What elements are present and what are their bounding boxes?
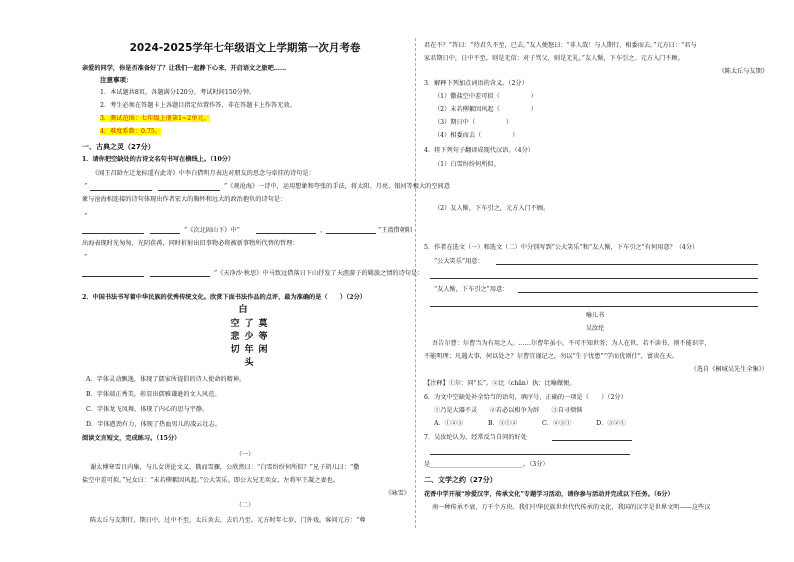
q3-item-2[interactable]: （2）未若柳絮因风起（ ） [434,106,537,113]
option-b[interactable]: B．字体端正秀美，彰显出儒雅谦逊的文人风范。 [86,391,221,398]
note-item-3 [100,115,210,123]
question-3: 3．解释下列加点词语的含义。（2分） [424,80,528,87]
note-item-4-text: 4．难度系数：0.75。 [100,128,162,135]
q5-answer-line-1[interactable] [496,264,758,265]
passage-2-source: 《陈太丘与友期》 [718,68,768,75]
reading-instruction: 阅读文言短文，完成练习。（15分） [82,435,181,442]
right-column [422,0,772,562]
q1-blank-1[interactable] [90,190,152,191]
passage-3-source: （选自《桐城吴先生全集》） [690,366,768,373]
q1-blank-8[interactable] [150,276,210,277]
q6-choices[interactable]: A．①②③ B．③①② C．②③① D．③②① [434,420,626,427]
q1-prompt-3b: ”王湾借朝阳 [378,227,413,234]
q5-answer-line-4[interactable] [430,306,758,307]
passage-2-line-2: 君在不？”答曰：“待君久不至，已去。”友人便怒曰：“非人哉！与人期行，相委而去。”元方曰：“君与 [424,42,697,49]
left-column [80,0,450,562]
calligraphy-char: 少 [244,332,254,342]
q1-blank-5[interactable] [256,233,316,234]
passage-1-label: （一） [235,451,255,458]
calligraphy-char: 空 [230,319,240,329]
option-c[interactable]: C．字体龙飞凤舞，体现了内心的思与宇静。 [86,406,209,413]
activity-instruction: 花香中学开展“珍爱汉字，传承文化”专题学习活动，请你参与活动并完成以下任务。（6分） [424,491,674,498]
q5-item-2: “友人惭，下车引之”用意： [434,286,509,293]
section-1-title: 一、古典之灵（27分） [82,143,155,151]
passage-2-line-3: 家君期日中，日中不至，则是无信；对子骂父，则是无礼。”友人惭，下车引之。元方入门不顾。 [424,55,684,62]
note-item-4 [100,128,161,136]
passage-2-label: （二） [235,502,255,509]
q1-blank-3[interactable] [82,233,144,234]
calligraphy-char: 等 [258,332,268,342]
note-item-1: 1．本试题共8页，各题满分120分，考试时间150分钟。 [100,89,256,96]
q5-answer-line-3[interactable] [518,292,758,293]
calligraphy-char: 头 [244,358,254,368]
calligraphy-char: 悲 [230,332,240,342]
calligraphy-char: 白 [238,305,248,315]
note-item-3-text: 3．测试范围：七年级上册第1~2单元。 [100,115,210,122]
q3-item-1[interactable]: （1）撒盐空中差可拟（ ） [434,93,537,100]
q1-blank-4[interactable] [150,233,180,234]
passage-3-author: 吴汝纶 [585,325,605,332]
passage-1-source: 《咏雪》 [385,490,410,497]
q1-prompt-4: 出海表现时光匆匆，光阴荏苒，同时折射出旧事物必将被新事物所代替的哲理： [82,240,299,247]
passage-2-line-1: 陈太丘与友期行，期日中，过中不至，太丘舍去，去后乃至。元方时年七岁，门外戏。客问元方：“尊 [90,517,366,524]
q3-item-4[interactable]: （4）相委而去（ ） [434,132,519,139]
calligraphy-char: 年 [244,345,254,355]
exam-title: 2024-2025学年七年级语文上学期第一次月考卷 [129,42,361,54]
q1-prompt-3a: ”《次北固山下》中“ [184,227,240,234]
q1-connector: ， [320,227,327,234]
q4-item-2: （2）友人惭，下车引之，元方入门不顾。 [434,205,550,212]
annotation-note: 【注释】①尔：同“长”。②比（chǎn）执：比喻做便。 [424,380,576,387]
q1-prompt-2a: ”《观沧海》一诗中，运用想象和夸张的手法，将太阳、月亮、银河等极大的空间意 [224,183,450,190]
q7-blank-1[interactable] [552,440,632,441]
calligraphy-char: 莫 [258,319,268,329]
question-5: 5．作者在选文（一）和选文（二）中分别写到“公大笑乐”和“友人惭，下车引之”有何用意？（4分） [424,244,699,251]
question-6: 6．为文中空缺处补全恰当的语句，填序号，正确的一项是（ ）（2分） [424,394,627,401]
question-7: 7．吴汝纶认为，经常反刍自问的好处 [424,434,527,441]
q1-quote-open-2: “ [84,213,88,220]
q7-line-2: 是______________________________。（3分） [424,461,549,468]
passage-3-title: 喻儿书 [585,312,605,319]
q1-blank-7[interactable] [82,276,144,277]
passage-1-line-2: 盐空中差可拟。”兄女曰：“未若柳絮因风起。”公大笑乐。即公大兄无奕女，左将军王凝之妻也。 [82,477,339,484]
note-item-2: 2．考生必须在答题卡上各题目指定位置作答，非在答题卡上作答无效。 [100,102,296,109]
q5-answer-line-2[interactable] [430,278,758,279]
calligraphy-char: 切 [230,345,240,355]
q1-prompt-5: ”《天净沙·秋思》中马致远借落日下山抒发了天涯游子的羁旅之情的诗句是： [214,270,424,277]
q5-item-1: “公大笑乐”用意： [434,258,484,265]
q3-item-3[interactable]: （3）期日中（ ） [434,119,513,126]
passage-3-line-2: 不能明理；凡遇大事，何以处之？尔曹宜谨记之，勿以“生于忧患”“学而优则仕”，富贵在天。 [424,353,678,360]
q4-item-1: （1）白雪纷纷何所似。 [434,161,500,168]
q1-quote-open: “ [84,183,88,190]
question-2: 2．中国书法书写着中华民族的优秀传统文化。欣赏下面书法作品的点评，最为准确的是（ ）（2分） [82,294,366,301]
column-separator [415,38,416,528]
option-d[interactable]: D．字体遒劲有力，体现了热血男儿的凌云壮志。 [86,421,221,428]
q1-prompt-1: 《闻王昌龄左迁龙标遥有此寄》中李白借明月表达对朋友的思念与牵挂的诗句是： [92,170,315,177]
passage-3-line-1: 吾告尔曹：尔曹当为有用之人。……尔曹年虽小，不可不知世务；为人在世，若不读书，则不能识字， [432,340,711,347]
greeting: 亲爱的同学，你是否准备好了？让我们一起静下心来，开启语文之旅吧…… [82,65,287,72]
q1-prompt-2b: 象与沧海相连接的诗句体现出作者宏大的胸怀和远大的政治抱负的诗句是： [82,196,287,203]
q7-blank-2[interactable] [430,454,630,455]
section-2-title: 二、文学之约（27分） [424,476,497,484]
q1-blank-2[interactable] [158,190,220,191]
calligraphy-char: 闲 [258,345,268,355]
q1-quote-open-3: “ [84,254,88,261]
q1-blank-6[interactable] [326,233,376,234]
passage-1-line-1: 谢太傅寒雪日内集，与儿女讲论文义。俄而雪骤，公欣然曰：“白雪纷纷何所似？”兄子胡儿曰：“撒 [90,464,360,471]
activity-text: 南一种传承不衰，万千个方块。我们中华民族世世代代传承的文化，我国的汉字是世界文明——这些汉 [432,504,711,511]
q6-options-list: ①乃是大器不灵 ②若必以相争为辞 ③自寻烦恼 [434,407,583,414]
question-4: 4．将下列句子翻译成现代汉语。（4分） [424,147,534,154]
question-1: 1．请你把空缺处的古诗文名句书写在横线上。（10分） [82,156,235,163]
calligraphy-char: 了 [244,319,254,329]
option-a[interactable]: A．字体灵动飘逸，体现了儒家所提倡的诗人使命的精神。 [86,376,246,383]
notes-heading: 注意事项： [100,76,133,84]
